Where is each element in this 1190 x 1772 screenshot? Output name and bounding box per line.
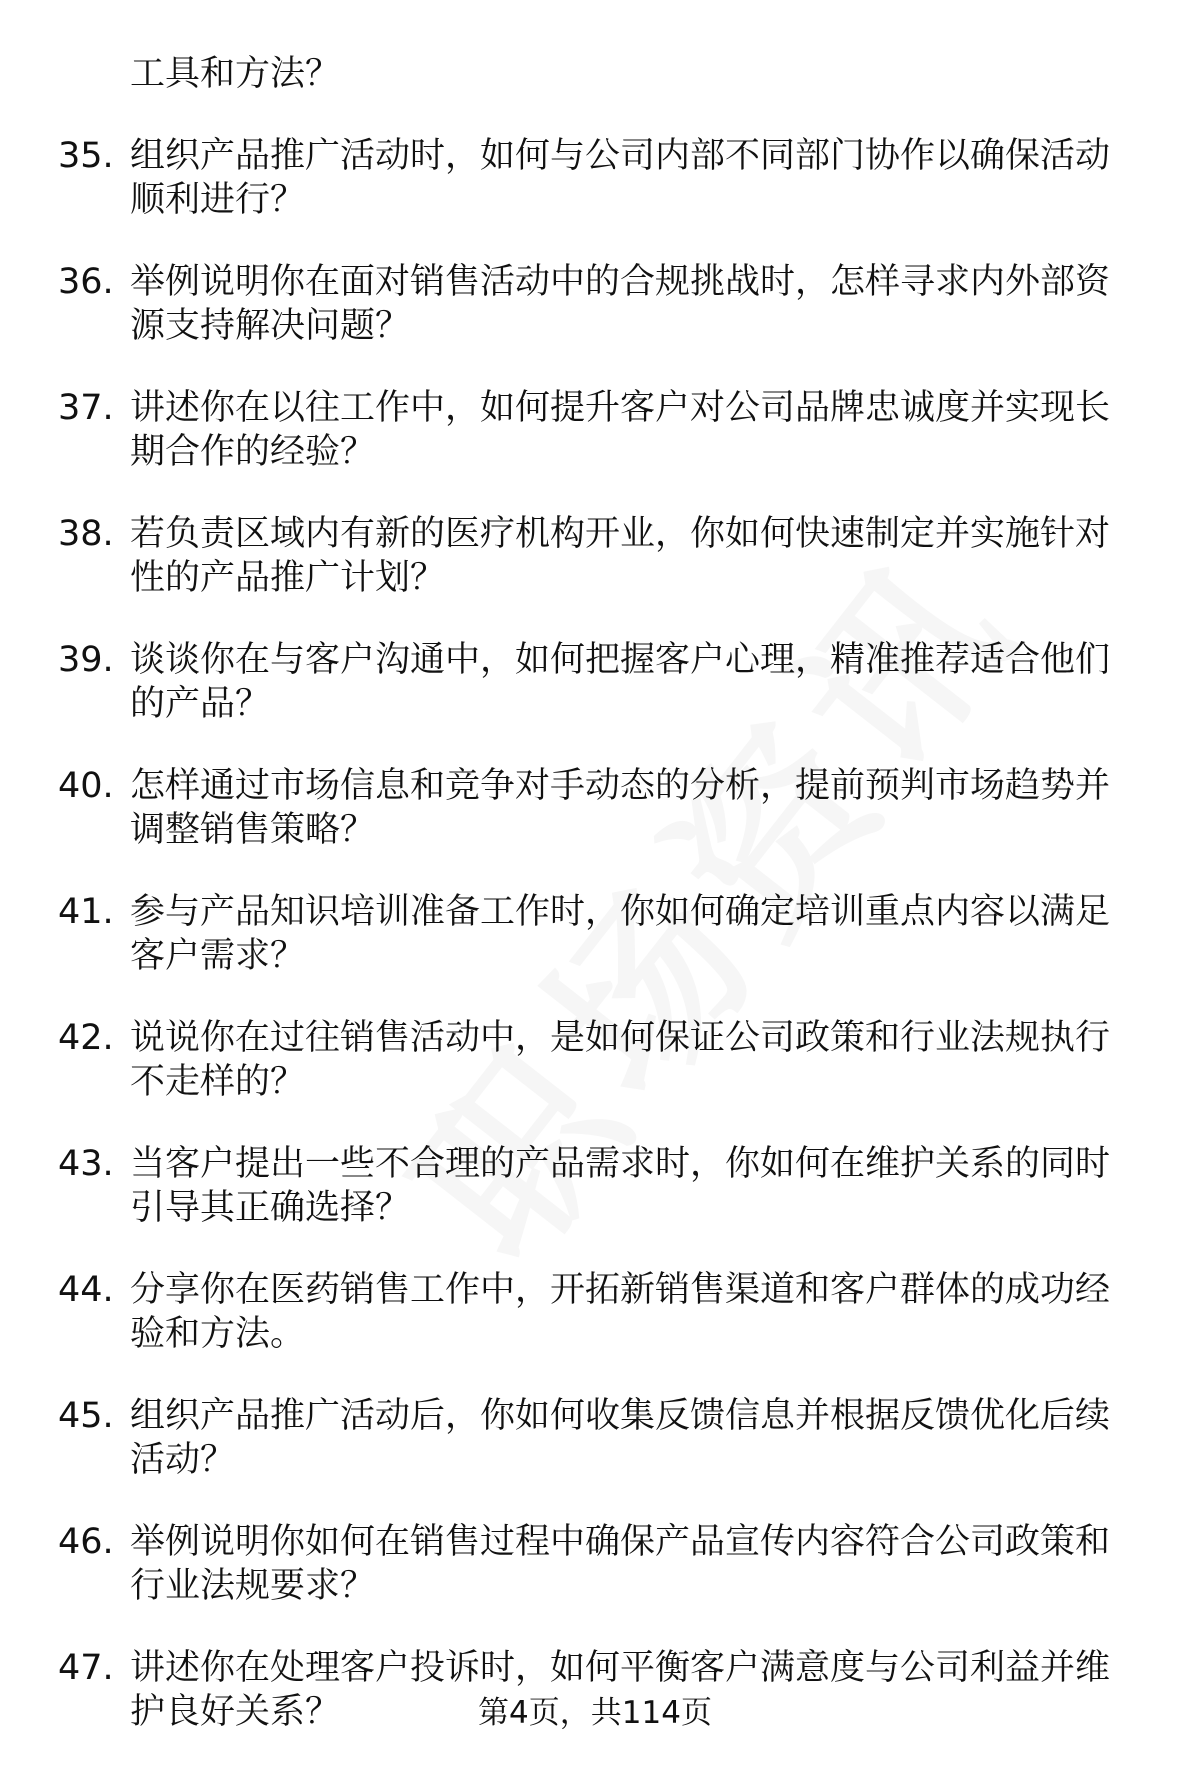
question-item-41 <box>58 890 1148 978</box>
question-text: 怎样通过市场信息和竞争对手动态的分析，提前预判市场趋势并调整销售策略？ <box>130 766 1111 850</box>
question-number: 43. <box>58 1144 114 1184</box>
question-number: 41. <box>58 892 114 932</box>
continued-question-text: 工具和方法？ <box>130 54 341 94</box>
question-item-39 <box>58 638 1148 726</box>
question-item-37 <box>58 386 1148 474</box>
question-number: 42. <box>58 1018 114 1058</box>
question-item-36 <box>58 260 1148 348</box>
page-number-footer: 第4页，共114页 <box>478 1695 712 1731</box>
question-item-40 <box>58 764 1148 852</box>
question-text: 分享你在医药销售工作中，开拓新销售渠道和客户群体的成功经验和方法。 <box>130 1270 1111 1354</box>
question-text: 若负责区域内有新的医疗机构开业，你如何快速制定并实施针对性的产品推广计划？ <box>130 514 1111 598</box>
question-number: 37. <box>58 388 114 428</box>
question-number: 45. <box>58 1396 114 1436</box>
question-number: 47. <box>58 1648 114 1688</box>
question-number: 36. <box>58 262 114 302</box>
question-text: 讲述你在处理客户投诉时，如何平衡客户满意度与公司利益并维护良好关系？ <box>130 1648 1111 1732</box>
question-number: 44. <box>58 1270 114 1310</box>
question-item-38 <box>58 512 1148 600</box>
question-item-43 <box>58 1142 1148 1230</box>
question-text: 举例说明你在面对销售活动中的合规挑战时，怎样寻求内外部资源支持解决问题？ <box>130 262 1111 346</box>
question-number: 46. <box>58 1522 114 1562</box>
question-item-45 <box>58 1394 1148 1482</box>
question-text: 组织产品推广活动后，你如何收集反馈信息并根据反馈优化后续活动？ <box>130 1396 1111 1480</box>
question-text: 参与产品知识培训准备工作时，你如何确定培训重点内容以满足客户需求？ <box>130 892 1111 976</box>
question-text: 谈谈你在与客户沟通中，如何把握客户心理，精准推荐适合他们的产品？ <box>130 640 1111 724</box>
question-text: 说说你在过往销售活动中，是如何保证公司政策和行业法规执行不走样的？ <box>130 1018 1111 1102</box>
question-list <box>58 134 1148 1734</box>
question-number: 38. <box>58 514 114 554</box>
question-number: 40. <box>58 766 114 806</box>
question-number: 35. <box>58 136 114 176</box>
page-content <box>58 52 1148 1772</box>
question-text: 当客户提出一些不合理的产品需求时，你如何在维护关系的同时引导其正确选择？ <box>130 1144 1111 1228</box>
question-text: 讲述你在以往工作中，如何提升客户对公司品牌忠诚度并实现长期合作的经验？ <box>130 388 1111 472</box>
question-text: 组织产品推广活动时，如何与公司内部不同部门协作以确保活动顺利进行？ <box>130 136 1111 220</box>
question-number: 39. <box>58 640 114 680</box>
question-item-42 <box>58 1016 1148 1104</box>
question-item-35 <box>58 134 1148 222</box>
question-item-46 <box>58 1520 1148 1608</box>
question-item-44 <box>58 1268 1148 1356</box>
question-text: 举例说明你如何在销售过程中确保产品宣传内容符合公司政策和行业法规要求？ <box>130 1522 1111 1606</box>
